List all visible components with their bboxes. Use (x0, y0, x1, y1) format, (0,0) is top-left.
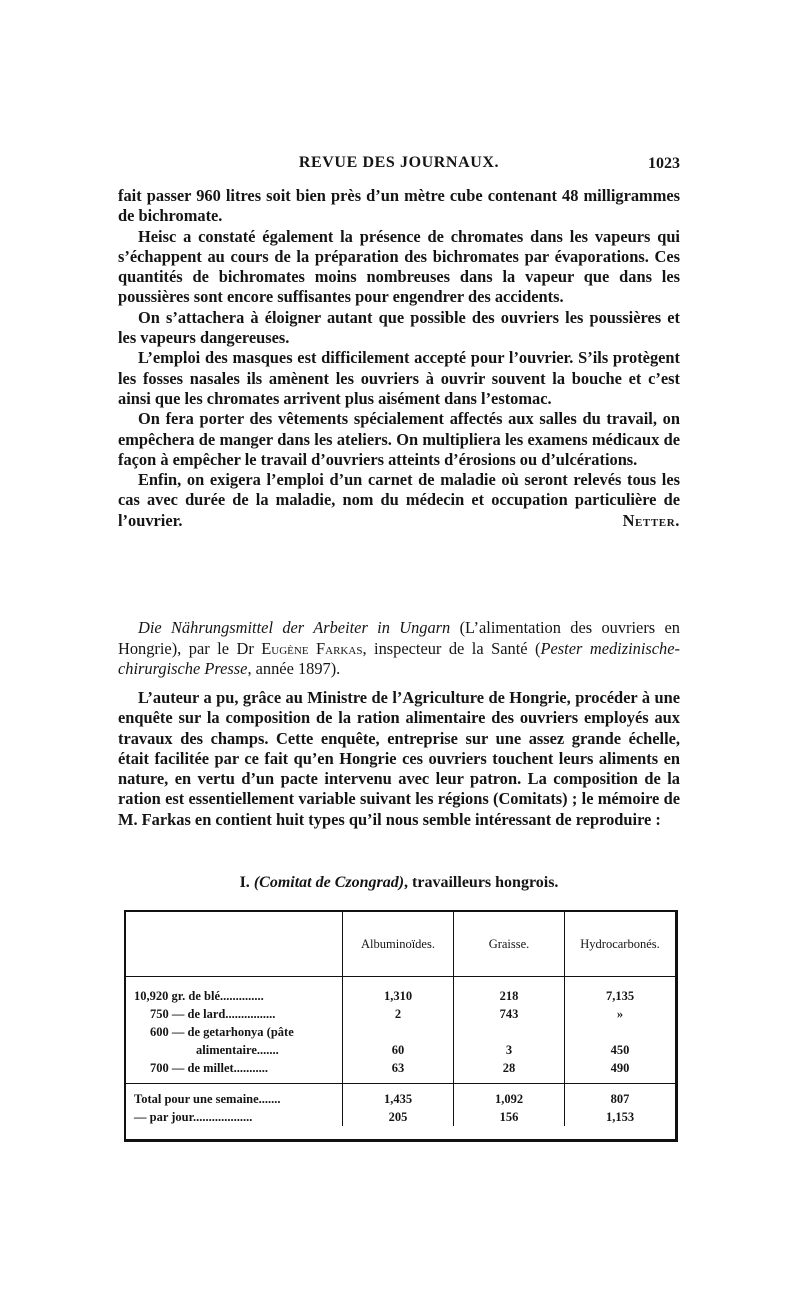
table-subtitle: , travailleurs hongrois. (404, 874, 559, 891)
cell-value: 2 (343, 1005, 454, 1023)
table-header-row (126, 912, 675, 977)
cell-value: 60 (343, 1023, 454, 1059)
cell-value: 28 (454, 1059, 565, 1084)
cell-value: 1,092 (454, 1084, 565, 1109)
cell-value: 156 (454, 1108, 565, 1126)
paragraph-last (118, 470, 680, 531)
cell-value: 490 (565, 1059, 676, 1084)
cell-value: 3 (454, 1023, 565, 1059)
row-label: 700 — de millet........... (150, 1061, 269, 1075)
ration-table (126, 912, 675, 1126)
table-place: (Comitat de Czongrad) (253, 874, 405, 891)
page-header (118, 154, 680, 178)
running-title: REVUE DES JOURNAUX. (298, 154, 500, 171)
row-label: Total pour une semaine....... (126, 1084, 343, 1109)
table-total-row (126, 1084, 675, 1109)
cell-value: » (565, 1005, 676, 1023)
paragraph: L’emploi des masques est difficilement accepté pour l’ouvrier. S’ils protègent les fosses nasales ils amènent les ouvriers à ouvrir souvent la bouche et c’est ainsi que les chromates arrivent plus aisément dans l’estomac. (118, 348, 680, 408)
table-row (126, 977, 675, 1006)
table-row (126, 1059, 675, 1084)
article-title-german: Die Nährungsmittel der Arbeiter in Ungarn (138, 618, 451, 637)
article-title-french: (L’alimentation des ouvriers en Hongrie), par le (118, 618, 680, 658)
paragraph: On s’attachera à éloigner autant que possible des ouvriers les poussières et les vapeurs dangereuses. (118, 307, 680, 348)
article-intro: L’auteur a pu, grâce au Ministre de l’Agriculture de Hongrie, procéder à une enquête sur la composition de la ration alimentaire des ouvriers employés aux travaux des champs. Cette enquête, entreprise sur une assez grande échelle, était facilitée par ce fait qu’en Hongrie ces ouvriers touchent leurs aliments en nature, en vertu d’un pacte intervenu avec leur patron. La composition de la ration est essentiellement variable suivant les régions (Comitats) ; le mémoire de M. Farkas en contient huit types qu’il nous semble intéressant de reproduire : (118, 688, 680, 829)
cell-value: 7,135 (565, 977, 676, 1006)
author-role: , inspecteur de la Santé (362, 638, 528, 658)
column-header-albuminoids: Albuminoïdes. (343, 912, 454, 977)
paragraph: Heisc a constaté également la présence de chromates dans les vapeurs qui s’échappent au cours de la préparation des bichromates par évaporations. Ces quantités de bichromates moins nombreuses dans la vapeur que dans les poussières sont encore suffisantes pour engendrer des accidents. (118, 226, 680, 307)
table-number: I. (239, 874, 250, 891)
cell-value: 1,153 (565, 1108, 676, 1126)
publication-year: , année 1897). (247, 659, 341, 678)
column-header-fat: Graisse. (454, 912, 565, 977)
article-reference: Die Nährungsmittel der Arbeiter in Ungarn (L’alimentation des ouvriers en Hongrie), par le Dr Eugène Farkas, inspecteur de la Santé (Pester medizinische-chirurgische Presse, année 1897). (118, 618, 680, 678)
column-header-carbohydrates: Hydrocarbonés. (565, 912, 676, 977)
paragraph: fait passer 960 litres soit bien près d’un mètre cube contenant 48 milligrammes de bichromate. (118, 186, 680, 226)
row-label (126, 1023, 343, 1059)
row-label-line: alimentaire....... (196, 1043, 279, 1057)
row-label: 750 — de lard................ (150, 1007, 276, 1021)
author-signature: Netter. (622, 510, 680, 530)
cell-value: 218 (454, 977, 565, 1006)
ration-table-frame (124, 910, 678, 1142)
row-label: — par jour................... (134, 1110, 253, 1124)
journal-name: Pester medizinische-chirurgische Presse (118, 638, 680, 678)
table-total-row (126, 1108, 675, 1126)
table-row (126, 1005, 675, 1023)
cell-value: 63 (343, 1059, 454, 1084)
author-name: Eugène Farkas (261, 638, 363, 658)
table-caption (118, 874, 680, 892)
header-empty-cell (126, 912, 343, 977)
page-number: 1023 (648, 155, 680, 172)
cell-value: 450 (565, 1023, 676, 1059)
cell-value: 1,310 (343, 977, 454, 1006)
cell-value: 807 (565, 1084, 676, 1109)
cell-value: 743 (454, 1005, 565, 1023)
cell-value: 205 (343, 1108, 454, 1126)
row-label: 10,920 gr. de blé.............. (134, 989, 264, 1003)
author-prefix: Dr (236, 638, 254, 658)
row-label-line: 600 — de getarhonya (pâte (150, 1025, 294, 1039)
cell-value: 1,435 (343, 1084, 454, 1109)
table-row (126, 1023, 675, 1059)
paragraph: On fera porter des vêtements spécialement affectés aux salles du travail, on empêchera de manger dans les ateliers. On multipliera les examens médicaux de façon à empêcher le travail d’ouvriers atteints d’érosions ou d’ulcérations. (118, 409, 680, 469)
paragraph-text: Enfin, on exigera l’emploi d’un carnet de maladie où seront relevés tous les cas avec durée de la maladie, nom du médecin et occupation particulière de l’ouvrier. (118, 470, 680, 530)
article-bichromate-text (118, 186, 680, 531)
